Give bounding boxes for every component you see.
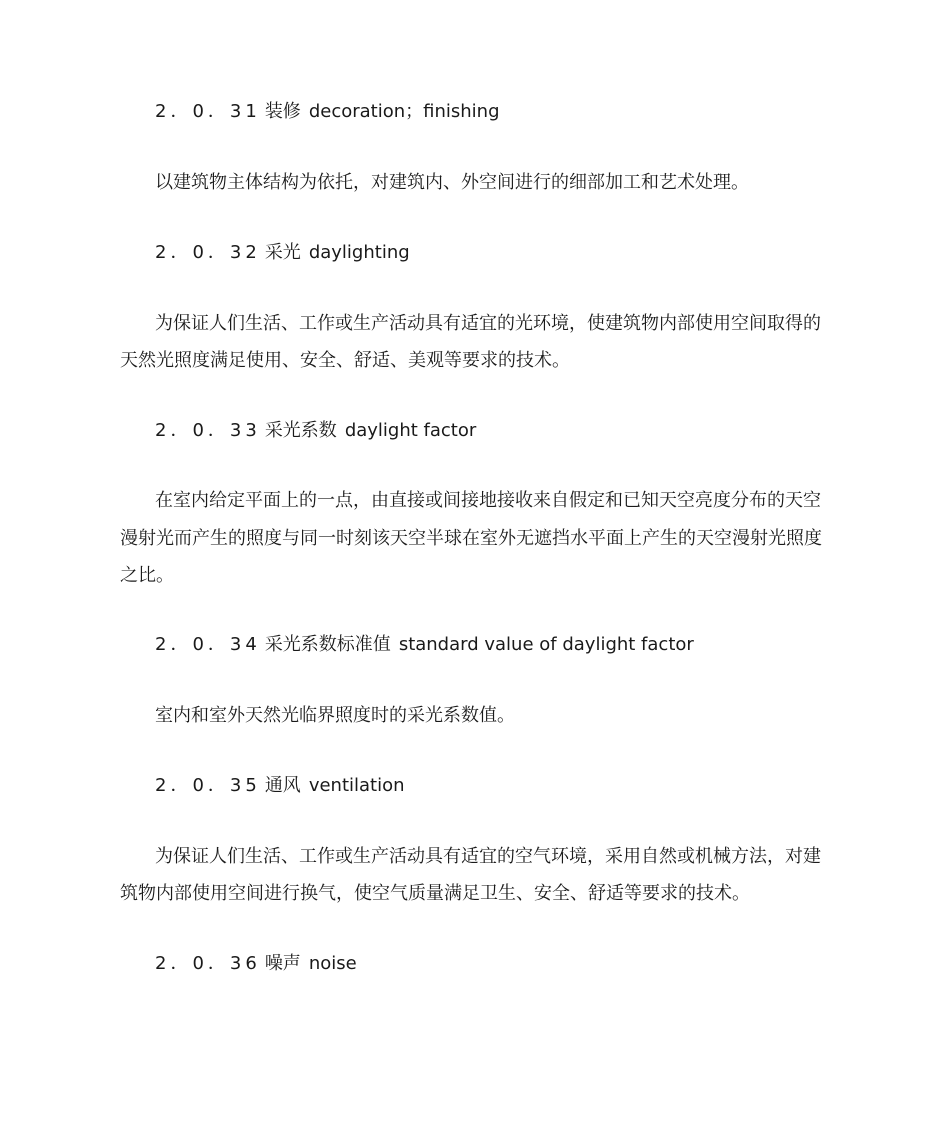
term-definition-line: 筑物内部使用空间进行换气，使空气质量满足卫生、安全、舒适等要求的技术。: [120, 883, 750, 904]
term-heading-2-0-34: [155, 633, 694, 657]
term-number: 2．0．31: [155, 101, 261, 122]
term-english: daylighting: [308, 242, 410, 263]
term-heading-2-0-31: [155, 100, 500, 124]
term-heading-2-0-32: [155, 241, 410, 265]
term-definition-line: 以建筑物主体结构为依托，对建筑内、外空间进行的细部加工和艺术处理。: [155, 172, 749, 193]
term-english: daylight factor: [344, 420, 477, 441]
term-chinese: 装修: [264, 101, 301, 122]
term-heading-2-0-36: [155, 952, 357, 976]
term-chinese: 通风: [264, 775, 301, 796]
term-definition-line: 天然光照度满足使用、安全、舒适、美观等要求的技术。: [120, 350, 570, 371]
term-definition-line: 室内和室外天然光临界照度时的采光系数值。: [155, 705, 515, 726]
term-number: 2．0．36: [155, 953, 261, 974]
term-definition-line: 为保证人们生活、工作或生产活动具有适宜的空气环境，采用自然或机械方法，对建: [155, 846, 821, 867]
term-english: noise: [308, 953, 357, 974]
term-definition-line: 在室内给定平面上的一点，由直接或间接地接收来自假定和已知天空亮度分布的天空: [155, 490, 821, 511]
term-definition-line: 漫射光而产生的照度与同一时刻该天空半球在室外无遮挡水平面上产生的天空漫射光照度: [120, 528, 822, 549]
term-heading-2-0-33: [155, 419, 476, 443]
term-number: 2．0．34: [155, 634, 261, 655]
term-chinese: 噪声: [264, 953, 301, 974]
term-definition-line: 为保证人们生活、工作或生产活动具有适宜的光环境，使建筑物内部使用空间取得的: [155, 313, 821, 334]
term-number: 2．0．35: [155, 775, 261, 796]
term-chinese: 采光系数: [264, 420, 337, 441]
term-definition-line: 之比。: [120, 565, 174, 586]
term-number: 2．0．33: [155, 420, 261, 441]
term-chinese: 采光系数标准值: [264, 634, 391, 655]
term-english: standard value of daylight factor: [398, 634, 694, 655]
term-chinese: 采光: [264, 242, 301, 263]
term-heading-2-0-35: [155, 774, 405, 798]
term-english: ventilation: [308, 775, 405, 796]
term-english: decoration；finishing: [308, 101, 500, 122]
term-number: 2．0．32: [155, 242, 261, 263]
